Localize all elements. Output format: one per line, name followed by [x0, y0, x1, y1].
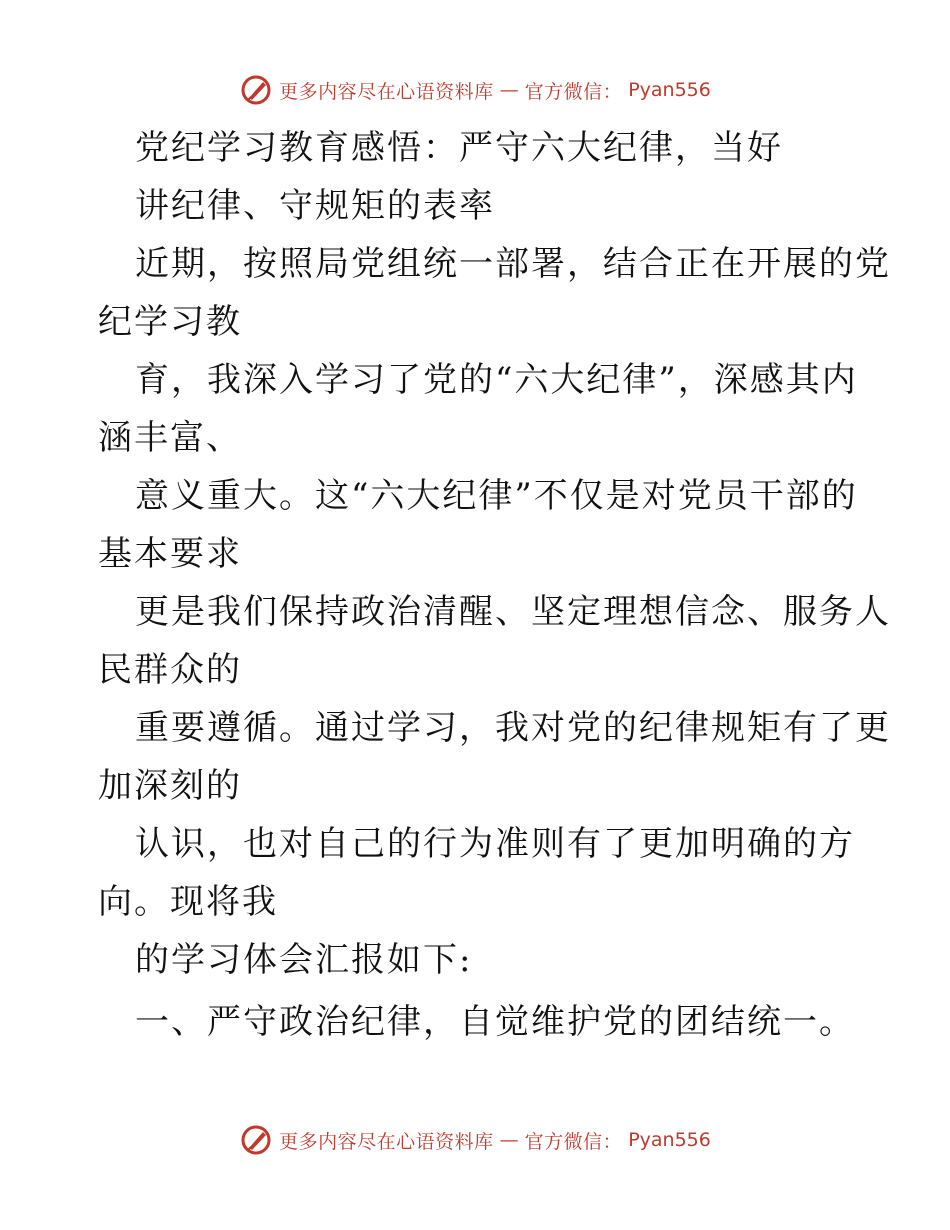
paragraph-line: 育，我深入学习了党的“六大纪律”，深感其内 [135, 360, 858, 400]
paragraph-line: 纪学习教 [98, 302, 242, 342]
paragraph-line: 加深刻的 [98, 766, 242, 806]
quill-pen-logo-icon [239, 73, 273, 107]
paragraph-line: 向。现将我 [98, 882, 278, 922]
paragraph-line: 更是我们保持政治清醒、坚定理想信念、服务人 [135, 592, 891, 632]
header-separator: — [499, 79, 519, 101]
footer-brand-text: 更多内容尽在心语资料库 [279, 1130, 494, 1153]
header-brand-text: 更多内容尽在心语资料库 [279, 80, 494, 103]
paragraph-line: 近期，按照局党组统一部署，结合正在开展的党 [135, 244, 891, 284]
document-title-line-1: 党纪学习教育感悟：严守六大纪律，当好 [135, 128, 783, 168]
footer-banner [0, 1120, 950, 1160]
header-account-id: Pyan556 [628, 79, 711, 101]
header-account-label: 官方微信： [524, 80, 623, 103]
paragraph-line: 民群众的 [98, 650, 242, 690]
paragraph-line: 重要遵循。通过学习，我对党的纪律规矩有了更 [135, 708, 891, 748]
header-banner [0, 70, 950, 110]
paragraph-line: 认识，也对自己的行为准则有了更加明确的方 [135, 824, 855, 864]
footer-account-label: 官方微信： [524, 1130, 623, 1153]
paragraph-line: 涵丰富、 [98, 418, 242, 458]
document-title-line-2: 讲纪律、守规矩的表率 [135, 186, 495, 226]
quill-pen-logo-icon [239, 1123, 273, 1157]
paragraph-line: 基本要求 [98, 534, 242, 574]
paragraph-line: 意义重大。这“六大纪律”不仅是对党员干部的 [135, 476, 858, 516]
section-heading: 一、严守政治纪律，自觉维护党的团结统一。 [135, 1002, 855, 1042]
footer-account-id: Pyan556 [628, 1129, 711, 1151]
paragraph-line: 的学习体会汇报如下: [135, 940, 473, 980]
footer-separator: — [499, 1129, 519, 1151]
